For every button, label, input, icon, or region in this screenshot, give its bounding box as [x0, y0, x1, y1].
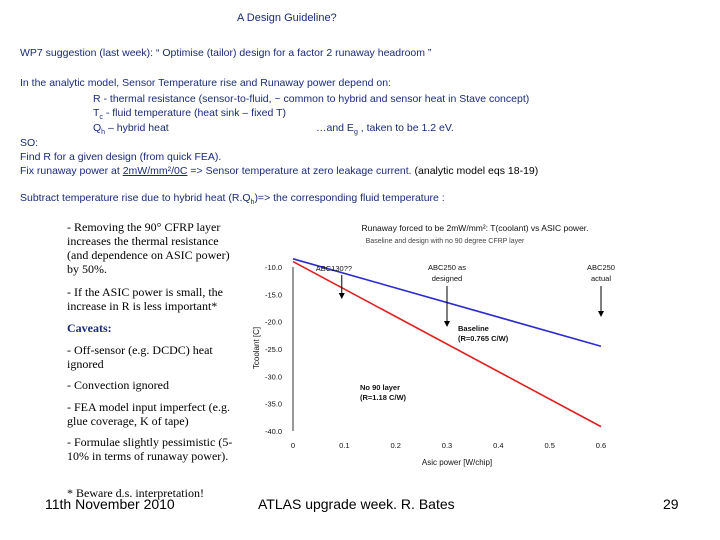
- y-tick-label: -35.0: [265, 399, 283, 409]
- annotation-label: ABC250: [587, 263, 615, 272]
- y-tick-label: -40.0: [265, 427, 283, 436]
- fix-runaway-line: [20, 165, 538, 177]
- note-asic-power: - If the ASIC power is small, the increase in R is less important*: [67, 285, 223, 313]
- fix-note: (analytic model eqs 18-19): [414, 165, 539, 177]
- annotation-label: ABC130??: [315, 264, 353, 273]
- y-tick-label: -25.0: [265, 345, 283, 354]
- x-tick-label: 0.2: [390, 441, 401, 450]
- dep-tc-sub: c: [99, 114, 103, 122]
- dep-tc-prefix: T: [93, 107, 100, 119]
- footer-event: ATLAS upgrade week. R. Bates: [258, 496, 455, 512]
- x-tick-label: 0: [290, 441, 296, 450]
- series-label: Baseline: [458, 324, 489, 333]
- annotation-arrowhead: [444, 321, 450, 327]
- beware-note: * Beware d.s. interpretation!: [67, 486, 204, 500]
- caveat-formulae: - Formulae slightly pessimistic (5-10% in terms of runaway power).: [67, 435, 233, 463]
- footer-date: 11th November 2010: [45, 496, 175, 512]
- dep-qh-sub: h: [101, 129, 106, 137]
- note-cfrp-layer: - Removing the 90° CFRP layer increases the thermal resistance (and dependence on ASIC power) by 50%.: [67, 220, 230, 276]
- dep-eg-suffix: , taken to be 1.2 eV.: [357, 122, 454, 134]
- chart-annotations: [316, 263, 615, 327]
- so-label: SO:: [20, 137, 39, 149]
- caveats-heading: Caveats:: [67, 321, 112, 335]
- dep-tc-suffix: - fluid temperature (heat sink – fixed T): [102, 107, 286, 119]
- dep-qh-prefix: Q: [93, 122, 102, 134]
- x-tick-label: 0.4: [493, 441, 504, 450]
- x-tick-label: 0.3: [441, 441, 453, 450]
- wp7-suggestion: WP7 suggestion (last week): “ Optimise (tailor) design for a factor 2 runaway headroom ”: [20, 47, 432, 59]
- annotation-label: ABC250 as: [428, 263, 466, 272]
- dependency-qh: [93, 122, 169, 136]
- y-tick-label: -30.0: [265, 372, 283, 382]
- annotation-arrowhead: [339, 293, 345, 299]
- annotation-label: actual: [590, 274, 612, 283]
- caveat-convection: - Convection ignored: [67, 378, 169, 392]
- subtract-sub: h: [250, 199, 255, 207]
- y-tick-label: -20.0: [265, 317, 283, 327]
- dependency-eg: [316, 122, 454, 136]
- y-tick-label: -10.0: [265, 263, 283, 272]
- y-axis-label: Tcoolant [C]: [252, 326, 261, 370]
- chart-subtitle: Baseline and design with no 90 degree CFRP layer: [365, 238, 525, 245]
- x-axis-label: Asic power [W/chip]: [421, 458, 493, 467]
- chart-series: [293, 259, 601, 427]
- coolant-vs-asic-chart: [245, 215, 715, 475]
- series-label: No 90 layer: [360, 383, 401, 392]
- x-tick-label: 0.6: [595, 441, 607, 450]
- y-tick-label: -15.0: [265, 290, 283, 300]
- dep-qh-suffix: – hybrid heat: [105, 122, 169, 134]
- dependency-r: R - thermal resistance (sensor-to-fluid, ~ common to hybrid and sensor heat in Stave concept): [93, 93, 530, 105]
- slide-number: 29: [663, 496, 679, 512]
- subtract-suffix: )=> the corresponding fluid temperature :: [254, 192, 445, 204]
- chart-title: Runaway forced to be 2mW/mm²: T(coolant) vs ASIC power.: [361, 223, 589, 233]
- analytic-intro: In the analytic model, Sensor Temperature rise and Runaway power depend on:: [20, 77, 392, 89]
- y-tick-labels: [265, 263, 282, 436]
- subtract-line: [20, 192, 445, 206]
- x-tick-label: 0.5: [544, 441, 555, 450]
- fix-underlined: 2mW/mm²/0C: [122, 165, 188, 177]
- dep-eg-sub: g: [353, 129, 358, 137]
- fix-prefix: Fix runaway power at: [20, 165, 123, 177]
- caveat-fea: - FEA model input imperfect (e.g. glue coverage, K of tape): [67, 400, 230, 428]
- series-label: (R=0.765 C/W): [458, 334, 509, 343]
- fix-suffix: => Sensor temperature at zero leakage current.: [187, 165, 412, 177]
- dep-eg-prefix: …and E: [316, 122, 354, 134]
- annotation-arrowhead: [598, 311, 604, 317]
- x-tick-label: 0.1: [339, 441, 350, 450]
- annotation-label: designed: [431, 274, 463, 283]
- subtract-prefix: Subtract temperature rise due to hybrid heat (R.Q: [20, 192, 251, 204]
- series-label: (R=1.18 C/W): [360, 393, 407, 402]
- slide-title: A Design Guideline?: [237, 12, 337, 24]
- find-r-line: Find R for a given design (from quick FEA).: [20, 151, 222, 163]
- dependency-tc: [93, 107, 286, 121]
- x-tick-labels: [291, 441, 606, 450]
- caveat-dcdc: - Off-sensor (e.g. DCDC) heat ignored: [67, 343, 213, 371]
- series-labels: [360, 324, 509, 402]
